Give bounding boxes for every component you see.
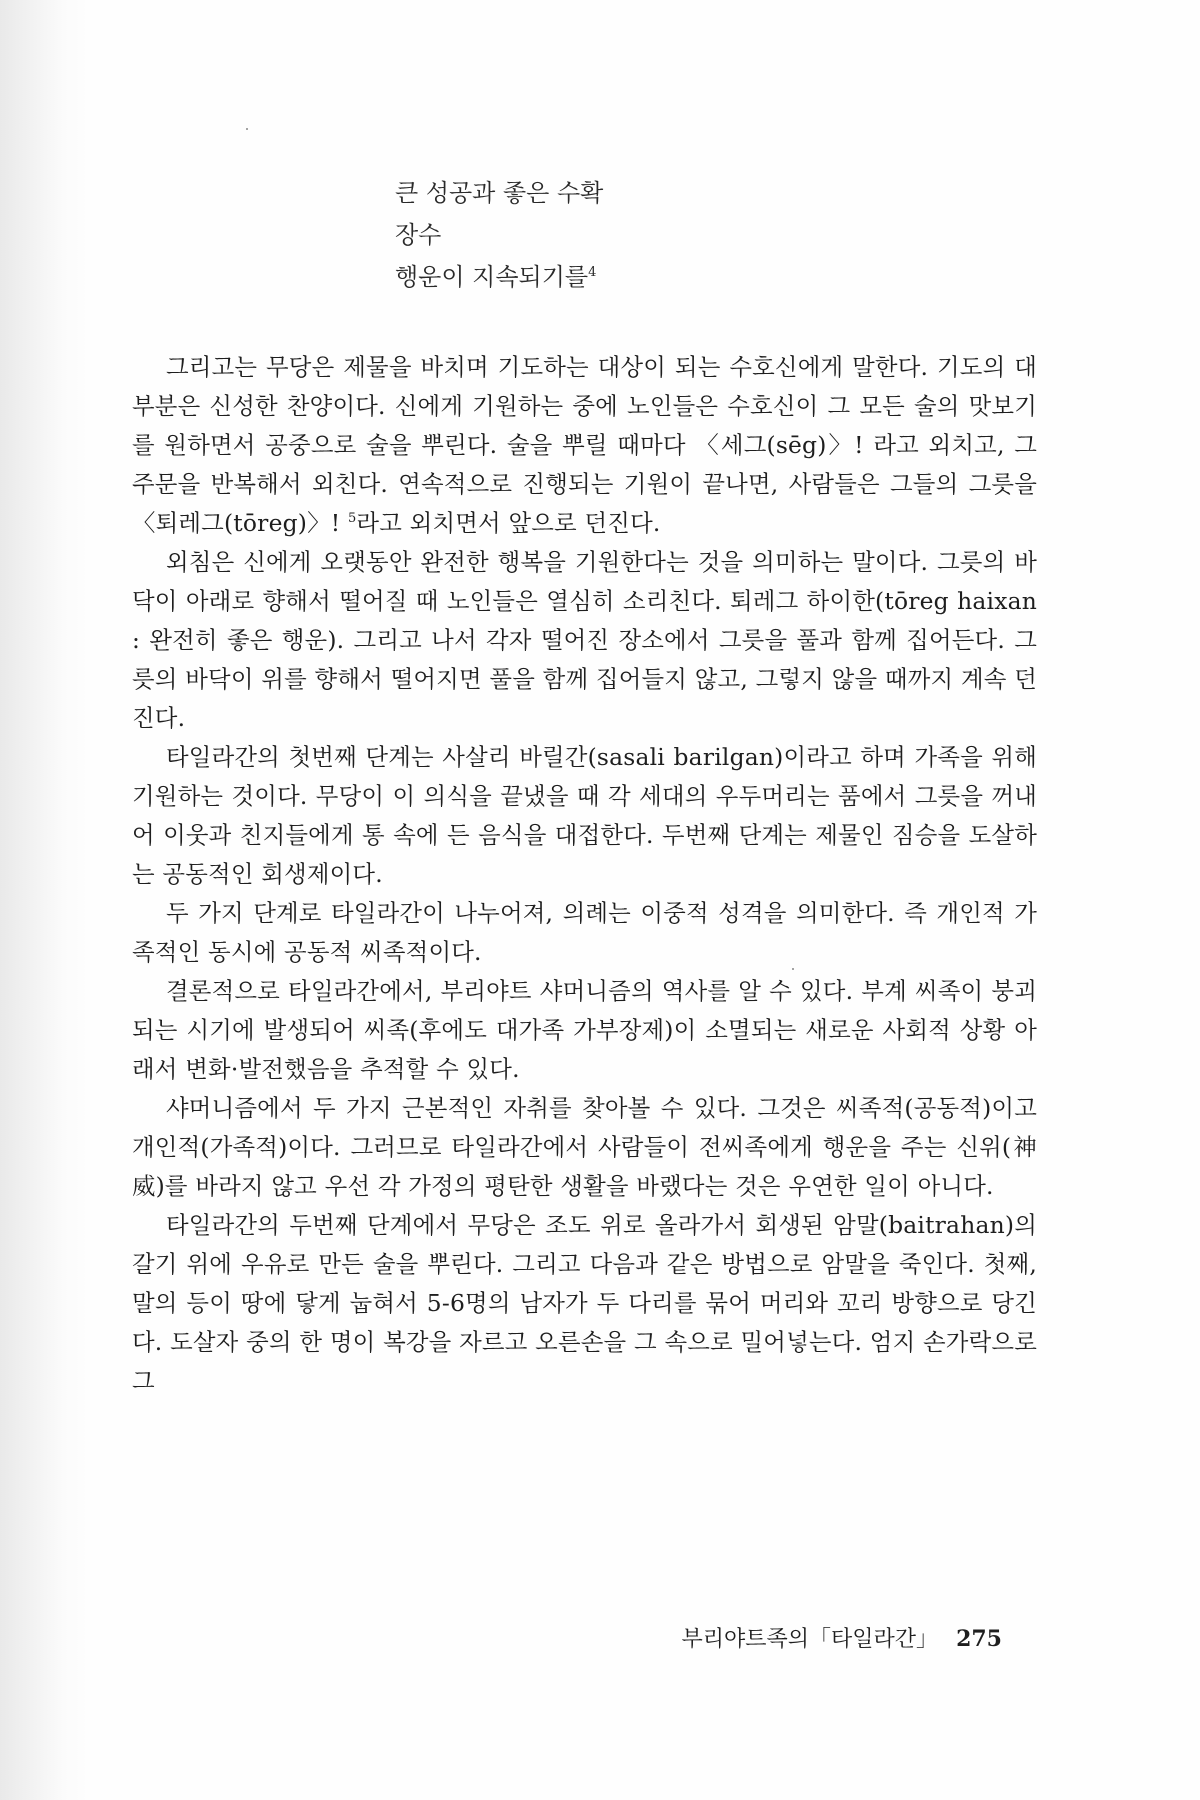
- paragraph-3: 타일라간의 첫번째 단계는 사살리 바릴간(sasali barilgan)이라고 하며 가족을 위해 기원하는 것이다. 무당이 이 의식을 끝냈을 때 각 세대의 우두머리는 품에서 그릇을 꺼내어 이웃과 친지들에게 통 속에 든 음식을 대접한다. 두번째 단계는 제물인 짐승을 도살하는 공동적인 회생제이다.: [132, 743, 1037, 888]
- footnote-marker-4: 4: [588, 265, 597, 280]
- footnote-marker-5: 5: [347, 511, 357, 527]
- verse-line-3: [395, 256, 995, 298]
- paragraph-7: 타일라간의 두번째 단계에서 무당은 조도 위로 올라가서 회생된 암말(baitrahan)의 갈기 위에 우유로 만든 술을 뿌린다. 그리고 다음과 같은 방법으로 암말을 죽인다. 첫째, 말의 등이 땅에 닿게 눕혀서 5-6명의 남자가 두 다리를 묶어 머리와 꼬리 방향으로 당긴다. 도살자 중의 한 명이 복강을 자르고 오른손을 그 속으로 밀어넣는다. 엄지 손가락으로 그: [132, 1211, 1037, 1395]
- paragraph-5: 결론적으로 타일라간에서, 부리야트 샤머니즘의 역사를 알 수 있다. 부계 씨족이 붕괴되는 시기에 발생되어 씨족(후에도 대가족 가부장제)이 소멸되는 새로운 사회적 상황 아래서 변화·발전했음을 추적할 수 있다.: [132, 977, 1037, 1083]
- scan-speck: [246, 128, 248, 130]
- verse-line-2: 장수: [395, 221, 442, 249]
- paragraph-6: 샤머니즘에서 두 가지 근본적인 자취를 찾아볼 수 있다. 그것은 씨족적(공동적)이고 개인적(가족적)이다. 그러므로 타일라간에서 사람들이 전씨족에게 행운을 주는 신위(神威)를 바라지 않고 우선 각 가정의 평탄한 생활을 바랬다는 것은 우연한 일이 아니다.: [132, 1094, 1037, 1200]
- paragraph-4: 두 가지 단계로 타일라간이 나누어져, 의례는 이중적 성격을 의미한다. 즉 개인적 가족적인 동시에 공동적 씨족적이다.: [132, 899, 1037, 966]
- paragraph-1: [132, 348, 1037, 543]
- paragraph-1-text: 그리고는 무당은 제물을 바치며 기도하는 대상이 되는 수호신에게 말한다. 기도의 대부분은 신성한 찬양이다. 신에게 기원하는 중에 노인들은 수호신이 그 모든 술의 맛보기를 원하면서 공중으로 술을 뿌린다. 술을 뿌릴 때마다 〈세그(sēg)〉! 라고 외치고, 그 주문을 반복해서 외친다. 연속적으로 진행되는 기원이 끝나면, 사람들은 그들의 그릇을 〈퇴레그(tōreg)〉!: [132, 353, 1037, 537]
- body-text: [132, 348, 1037, 1401]
- paragraph-2: 외침은 신에게 오랫동안 완전한 행복을 기원한다는 것을 의미하는 말이다. 그릇의 바닥이 아래로 향해서 떨어질 때 노인들은 열심히 소리친다. 퇴레그 하이한(tōreg haixan : 완전히 좋은 행운). 그리고 나서 각자 떨어진 장소에서 그릇을 풀과 함께 집어든다. 그릇의 바닥이 위를 향해서 떨어지면 풀을 함께 집어들지 않고, 그렇지 않을 때까지 계속 던진다.: [132, 548, 1037, 732]
- verse-line-3-text: 행운이 지속되기를: [395, 263, 589, 291]
- quoted-verse: [395, 172, 995, 298]
- paragraph-1-tail: 라고 외치면서 앞으로 던진다.: [356, 509, 661, 537]
- running-title: 부리야트족의「타일라간」: [681, 1627, 939, 1652]
- verse-line-1: 큰 성공과 좋은 수확: [395, 179, 604, 207]
- page-number: 275: [956, 1626, 1002, 1652]
- page-footer: [682, 1622, 1002, 1653]
- gutter-shadow: [0, 0, 90, 1800]
